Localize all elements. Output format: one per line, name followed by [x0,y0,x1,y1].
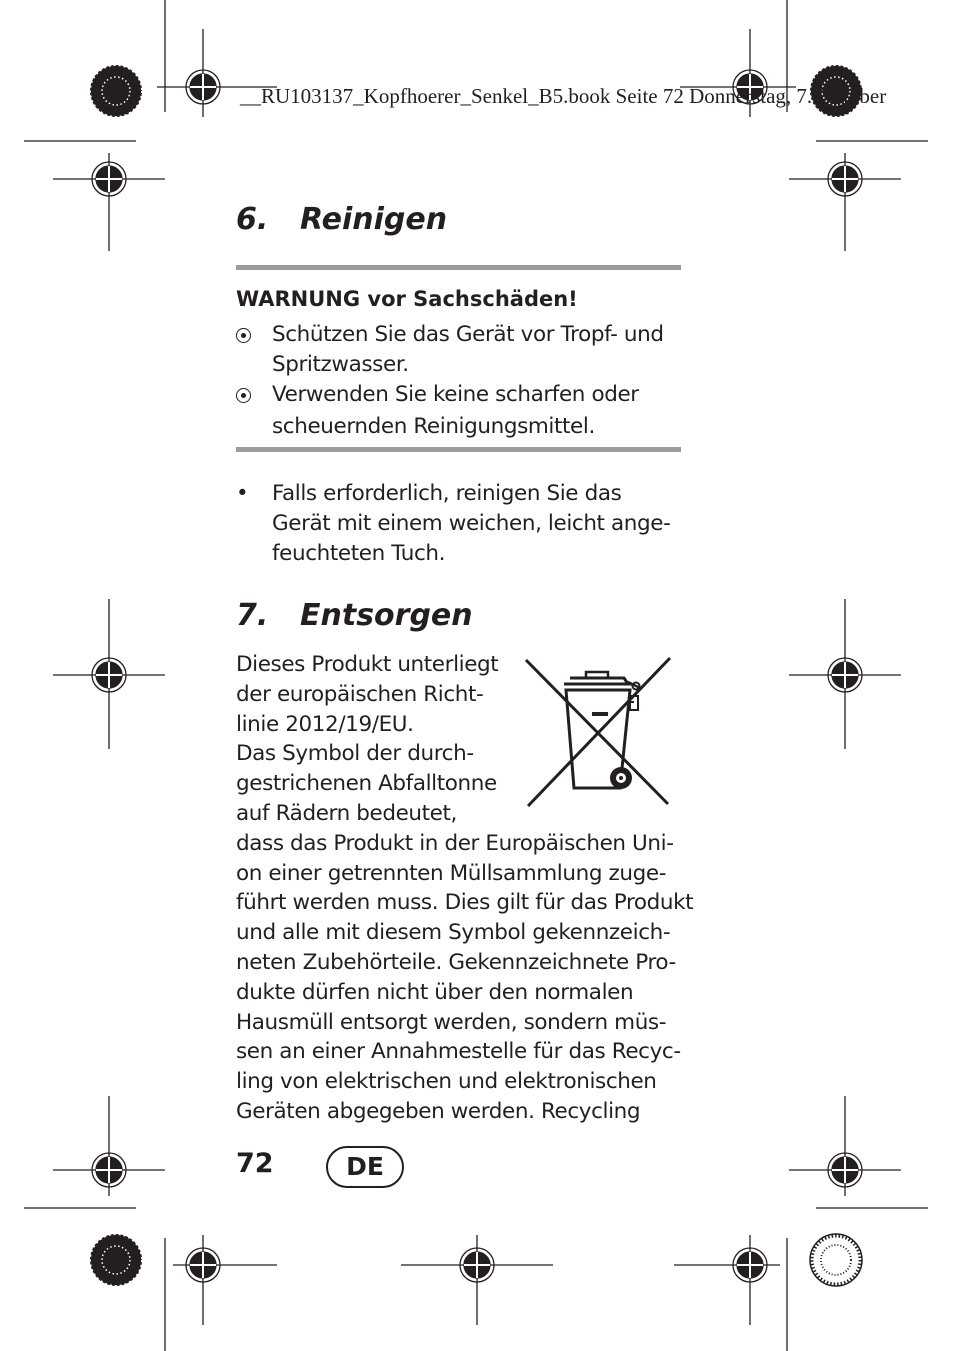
section-number: 7. [236,598,269,633]
text-line: linie 2012/19/EU. [236,711,414,737]
section-number: 6. [236,202,269,237]
section-title: Entsorgen [300,598,473,633]
registration-mark-icon [173,1235,277,1325]
text-line: gestrichenen Abfalltonne [236,771,497,797]
text-line: scheuernden Reinigungsmittel. [272,413,595,439]
color-target-icon [90,1234,142,1286]
text-line: Schützen Sie das Gerät vor Tropf- und [272,322,664,347]
registration-mark-icon [789,153,901,251]
text-line: dass das Produkt in der Europäischen Uni- [236,830,674,856]
text-line: führt werden muss. Dies gilt für das Produkt [236,890,694,916]
text-line: Spritzwasser. [272,351,409,377]
text-line: ling von elektrischen und elektronischen [236,1069,657,1095]
text-line: dukte dürfen nicht über den normalen [236,979,634,1005]
registration-mark-icon [401,1235,553,1325]
warning-top-rule [236,265,681,270]
color-target-icon [810,1234,862,1286]
bullet-icon: • [236,481,249,506]
warning-title: WARNUNG vor Sachschäden! [236,287,578,311]
text-line: und alle mit diesem Symbol gekennzeich- [236,920,671,946]
text-line: on einer getrennten Müllsammlung zuge- [236,860,667,886]
registration-mark-icon [789,1096,901,1196]
language-badge: DE [326,1146,404,1188]
print-file-header: __RU103137_Kopfhoerer_Senkel_B5.book Seite 72 Donnerstag, 7. Oktober [240,84,887,108]
text-line: Das Symbol der durch- [236,741,474,767]
section-heading-reinigen [236,202,447,237]
section-title: Reinigen [300,202,448,237]
warning-item [236,380,681,442]
text-line: neten Zubehörteile. Gekennzeichnete Pro- [236,949,676,975]
text-line: Hausmüll entsorgt werden, sondern müs- [236,1009,667,1035]
crossed-out-wheelie-bin-icon [520,652,676,812]
ring-dot-icon [236,380,266,410]
color-target-icon [90,65,142,117]
warning-item [236,320,681,380]
text-line: Verwenden Sie keine scharfen oder [272,382,639,407]
registration-mark-icon [674,1235,780,1325]
registration-mark-icon [53,153,165,251]
text-line: Gerät mit einem weichen, leicht ange- [272,510,671,536]
text-line: Falls erforderlich, reinigen Sie das [272,481,622,506]
text-line: Dieses Produkt unterliegt [236,652,499,677]
text-line: der europäischen Richt- [236,681,484,707]
text-line: Geräten abgegeben werden. Recycling [236,1098,641,1124]
warning-bottom-rule [236,447,681,452]
registration-mark-icon [53,599,165,749]
ring-dot-icon [236,320,266,350]
registration-mark-icon [789,599,901,749]
bullet-item [236,479,681,568]
text-line: feuchteten Tuch. [272,540,446,566]
page-number: 72 [236,1148,274,1179]
section-heading-entsorgen [236,598,473,633]
text-line: auf Rädern bedeutet, [236,800,457,826]
registration-mark-icon [53,1096,165,1196]
text-line: sen an einer Annahmestelle für das Recyc- [236,1039,681,1065]
